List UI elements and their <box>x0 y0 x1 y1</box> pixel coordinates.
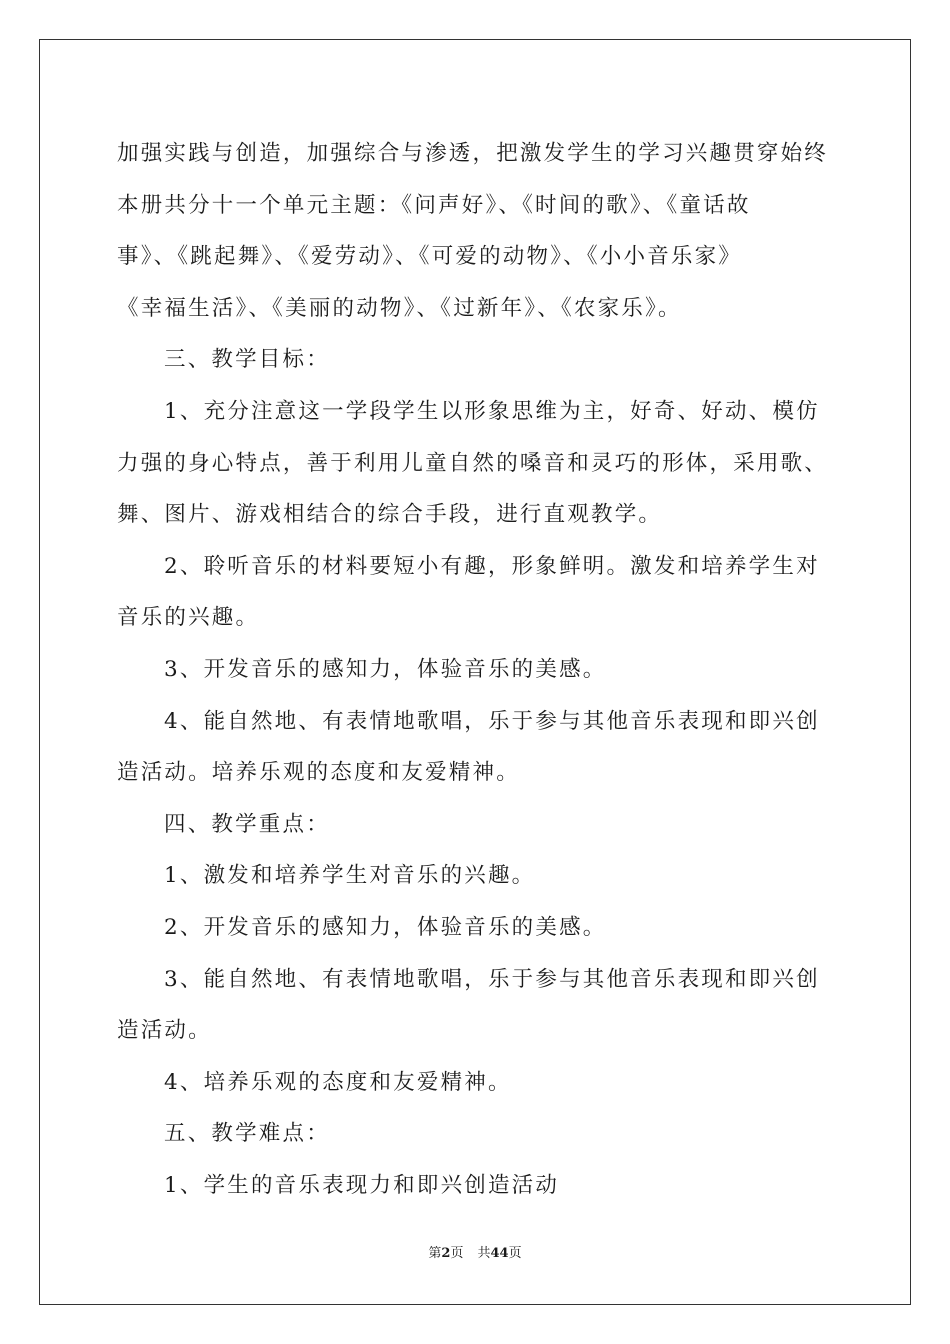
text-line-18: 造活动。 <box>117 1018 212 1044</box>
section-heading-objectives: 三、教学目标： <box>164 347 330 373</box>
footer-total-prefix: 共 <box>477 1246 491 1261</box>
text-line-3: 事》、《跳起舞》、《爱劳动》、《可爱的动物》、《小小音乐家》 <box>117 244 743 270</box>
text-line-9: 2、聆听音乐的材料要短小有趣，形象鲜明。激发和培养学生对 <box>164 553 820 579</box>
text-line-21: 1、学生的音乐表现力和即兴创造活动 <box>164 1172 560 1198</box>
section-heading-difficulties: 五、教学难点： <box>164 1121 330 1147</box>
section-heading-key-points: 四、教学重点： <box>164 811 330 837</box>
footer-total-pages: 44 <box>490 1246 509 1261</box>
text-line-4: 《幸福生活》、《美丽的动物》、《过新年》、《农家乐》。 <box>117 295 682 321</box>
text-line-1: 加强实践与创造，加强综合与渗透，把激发学生的学习兴趣贯穿始终 <box>117 141 829 166</box>
text-line-11: 3、开发音乐的感知力，体验音乐的美感。 <box>164 656 607 682</box>
text-line-12: 4、能自然地、有表情地歌唱，乐于参与其他音乐表现和即兴创 <box>164 708 820 734</box>
text-line-7: 力强的身心特点，善于利用儿童自然的嗓音和灵巧的形体，采用歌、 <box>117 450 829 476</box>
footer-page-number: 2 <box>441 1246 451 1261</box>
footer-page-suffix: 页 <box>450 1246 464 1261</box>
text-line-13: 造活动。培养乐观的态度和友爱精神。 <box>117 760 520 786</box>
page-footer <box>0 1245 950 1263</box>
footer-total-suffix: 页 <box>508 1246 522 1261</box>
text-line-6: 1、充分注意这一学段学生以形象思维为主，好奇、好动、模仿 <box>164 398 820 424</box>
footer-page-prefix: 第 <box>428 1246 442 1261</box>
text-line-2: 本册共分十一个单元主题：《问声好》、《时间的歌》、《童话故 <box>117 192 751 218</box>
text-line-17: 3、能自然地、有表情地歌唱，乐于参与其他音乐表现和即兴创 <box>164 966 820 992</box>
text-line-15: 1、激发和培养学生对音乐的兴趣。 <box>164 863 536 889</box>
document-body <box>117 128 837 1211</box>
text-line-8: 舞、图片、游戏相结合的综合手段，进行直观教学。 <box>117 502 663 528</box>
text-line-16: 2、开发音乐的感知力，体验音乐的美感。 <box>164 914 607 940</box>
text-line-19: 4、培养乐观的态度和友爱精神。 <box>164 1069 512 1095</box>
text-line-10: 音乐的兴趣。 <box>117 605 260 631</box>
